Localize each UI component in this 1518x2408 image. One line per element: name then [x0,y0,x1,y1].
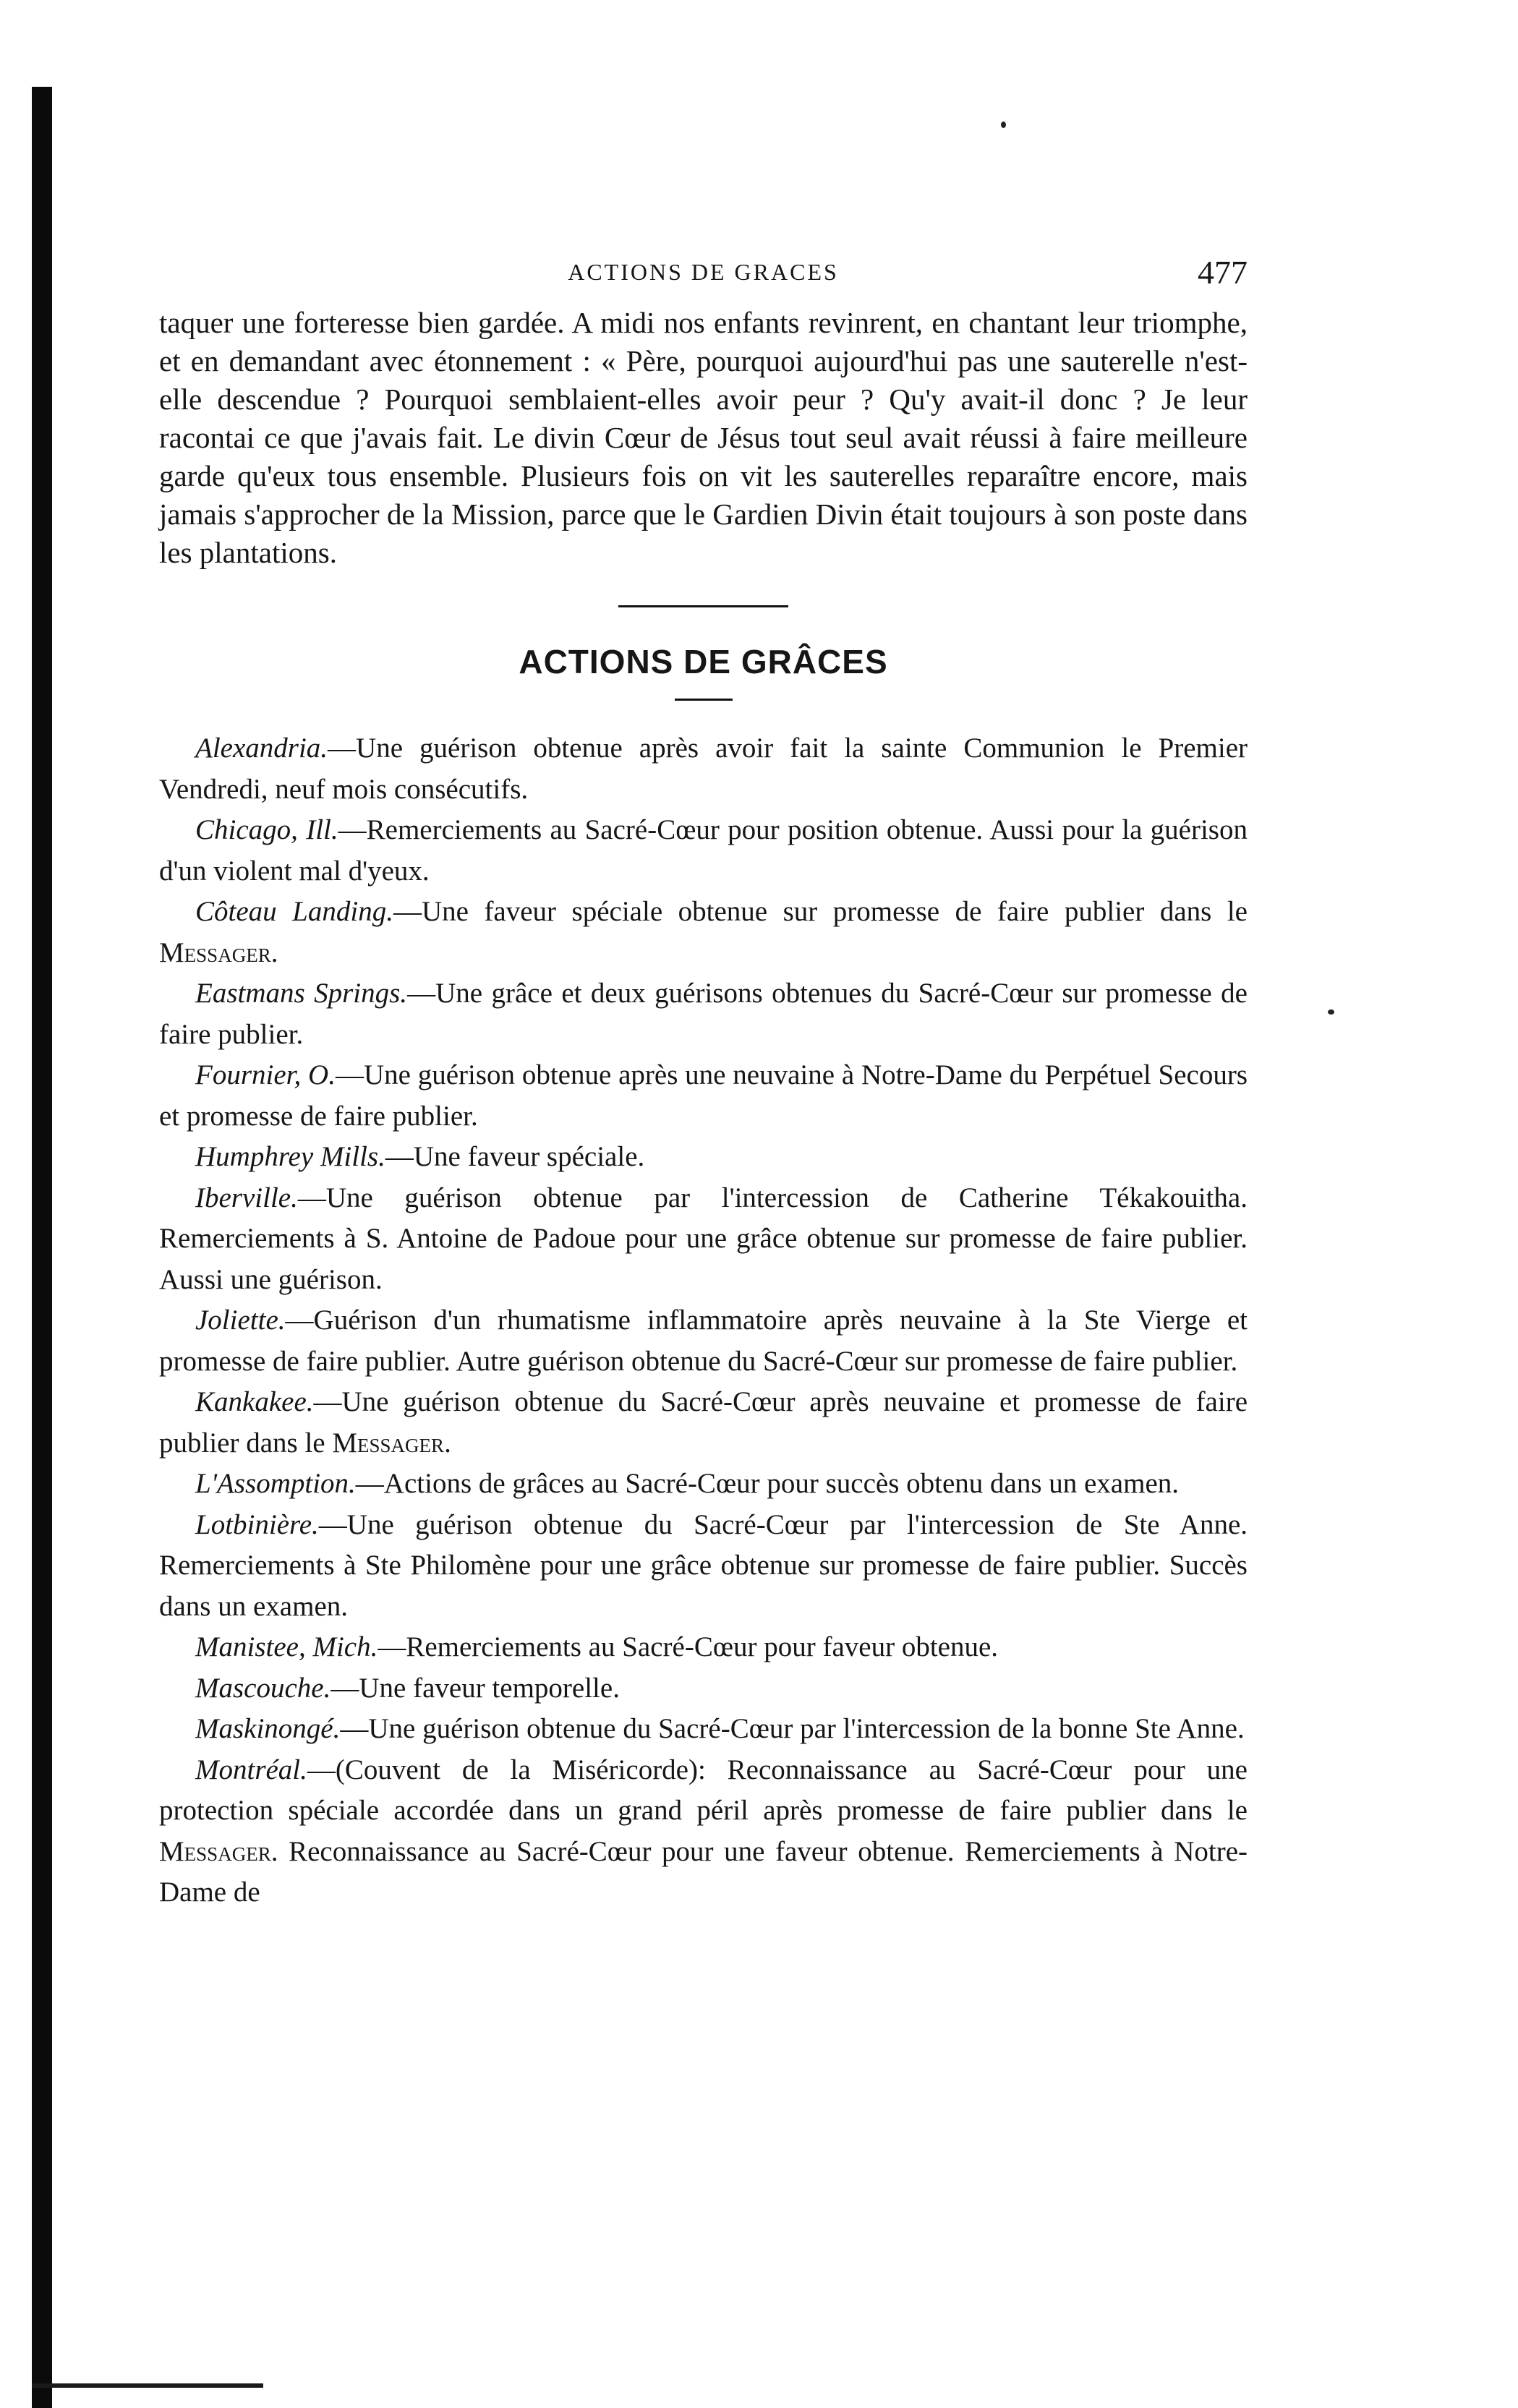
continuation-paragraph: taquer une forteresse bien gardée. A midi nos enfants revinrent, en chantant leur triomphe, et en demandant avec étonnement : « Père, pourquoi aujourd'hui pas une sauterelle n'est-elle descendue ? Pourquoi semblaient-elles avoir peur ? Qu'y avait-il donc ? Je leur racontai ce que j'avais fait. Le divin Cœur de Jésus tout seul avait réussi à faire meilleure garde qu'eux tous ensemble. Plusieurs fois on vit les sauterelles reparaître encore, mais jamais s'approcher de la Mission, parce que le Gardien Divin était toujours à son poste dans les plantations. [159,306,1248,569]
entry-place: Maskinongé. [195,1713,341,1744]
entry-text: —Une guérison obtenue après avoir fait la sainte Communion le Premier Vendredi, neuf mois consécutifs. [159,733,1248,805]
entry [159,1750,1248,1913]
entry-publication-name: Messager [159,936,271,968]
binding-foot-edge [32,2383,263,2388]
entry-text: —Actions de grâces au Sacré-Cœur pour succès obtenu dans un examen. [355,1468,1180,1499]
entry-place: Humphrey Mills. [195,1141,385,1172]
ink-speck [1001,121,1006,128]
entry-text-tail: . [444,1427,451,1459]
entry [159,1178,1248,1301]
entry-text: —Guérison d'un rhumatisme inflammatoire après neuvaine à la Ste Vierge et promesse de faire publier. Autre guérison obtenue du Sacré-Cœur sur promesse de faire publier. [159,1305,1248,1377]
thanksgiving-entries [159,728,1248,1913]
entry-text: —Une guérison obtenue du Sacré-Cœur par l'intercession de la bonne Ste Anne. [340,1713,1245,1744]
section-divider [618,605,788,607]
entry-text: —Une grâce et deux guérisons obtenues du Sacré-Cœur sur promesse de faire publier. [159,978,1248,1050]
binding-edge [32,87,52,2408]
entry-text: —Une faveur spéciale. [385,1141,645,1172]
ink-speck [1328,1009,1334,1015]
entry [159,1055,1248,1137]
entry [159,1137,1248,1178]
entry-place: Joliette. [195,1305,286,1336]
entry-place: Kankakee. [195,1386,314,1417]
entry-text: —Une faveur spéciale obtenue sur promesse de faire publier dans le [393,896,1248,927]
entry-place: Alexandria. [195,733,328,764]
entry-text: —Une guérison obtenue du Sacré-Cœur par l'intercession de Ste Anne. Remerciements à Ste Philomène pour une grâce obtenue sur promesse de faire publier. Succès dans un examen. [159,1508,1248,1622]
entry [159,1668,1248,1709]
entry-text-tail: . [270,936,278,968]
entry-text: —(Couvent de la Miséricorde): Reconnaissance au Sacré-Cœur pour une protection spéciale accordée dans un grand péril après promesse de faire publier dans le [159,1754,1248,1826]
entry-place: Fournier, O. [195,1059,336,1090]
entry [159,1300,1248,1382]
entry [159,810,1248,892]
entry-text: —Une faveur temporelle. [331,1672,620,1704]
entry-place: Côteau Landing. [195,896,393,927]
entry-place: Eastmans Springs. [195,978,408,1009]
entry-text: —Remerciements au Sacré-Cœur pour position obtenue. Aussi pour la guérison d'un violent mal d'yeux. [159,814,1248,887]
entry-text: —Une guérison obtenue après une neuvaine à Notre-Dame du Perpétuel Secours et promesse de faire publier. [159,1059,1248,1132]
entry [159,892,1248,973]
entry [159,1709,1248,1750]
entry [159,1627,1248,1668]
title-underline [675,699,733,701]
entry-place: Iberville. [195,1182,298,1213]
entry-place: Manistee, Mich. [195,1631,378,1662]
entry-place: Lotbinière. [195,1508,319,1540]
entry [159,728,1248,810]
entry [159,1464,1248,1505]
entry-text: —Une guérison obtenue par l'intercession de Catherine Tékakouitha. Remerciements à S. Antoine de Padoue pour une grâce obtenue sur promesse de faire publier. Aussi une guérison. [159,1182,1248,1295]
book-page [159,253,1248,1913]
entry-publication-name: Messager [159,1835,271,1867]
entry-text: —Une guérison obtenue du Sacré-Cœur après neuvaine et promesse de faire publier dans le [159,1386,1248,1459]
page-number: 477 [1198,254,1248,291]
entry [159,973,1248,1055]
entry [159,1505,1248,1628]
entry-text: —Remerciements au Sacré-Cœur pour faveur obtenue. [378,1631,999,1662]
running-head [159,253,1248,304]
entry-publication-name: Messager [332,1427,445,1459]
section-title: ACTIONS DE GRÂCES [519,643,888,680]
entry-place: Chicago, Ill. [195,814,338,845]
entry [159,1382,1248,1464]
entry-place: Montréal. [195,1754,307,1785]
entry-text-tail: . Reconnaissance au Sacré-Cœur pour une faveur obtenue. Remerciements à Notre-Dame de [159,1835,1248,1908]
entry-place: L'Assomption. [195,1468,356,1499]
running-title: ACTIONS DE GRACES [568,259,839,285]
entry-place: Mascouche. [195,1672,331,1704]
